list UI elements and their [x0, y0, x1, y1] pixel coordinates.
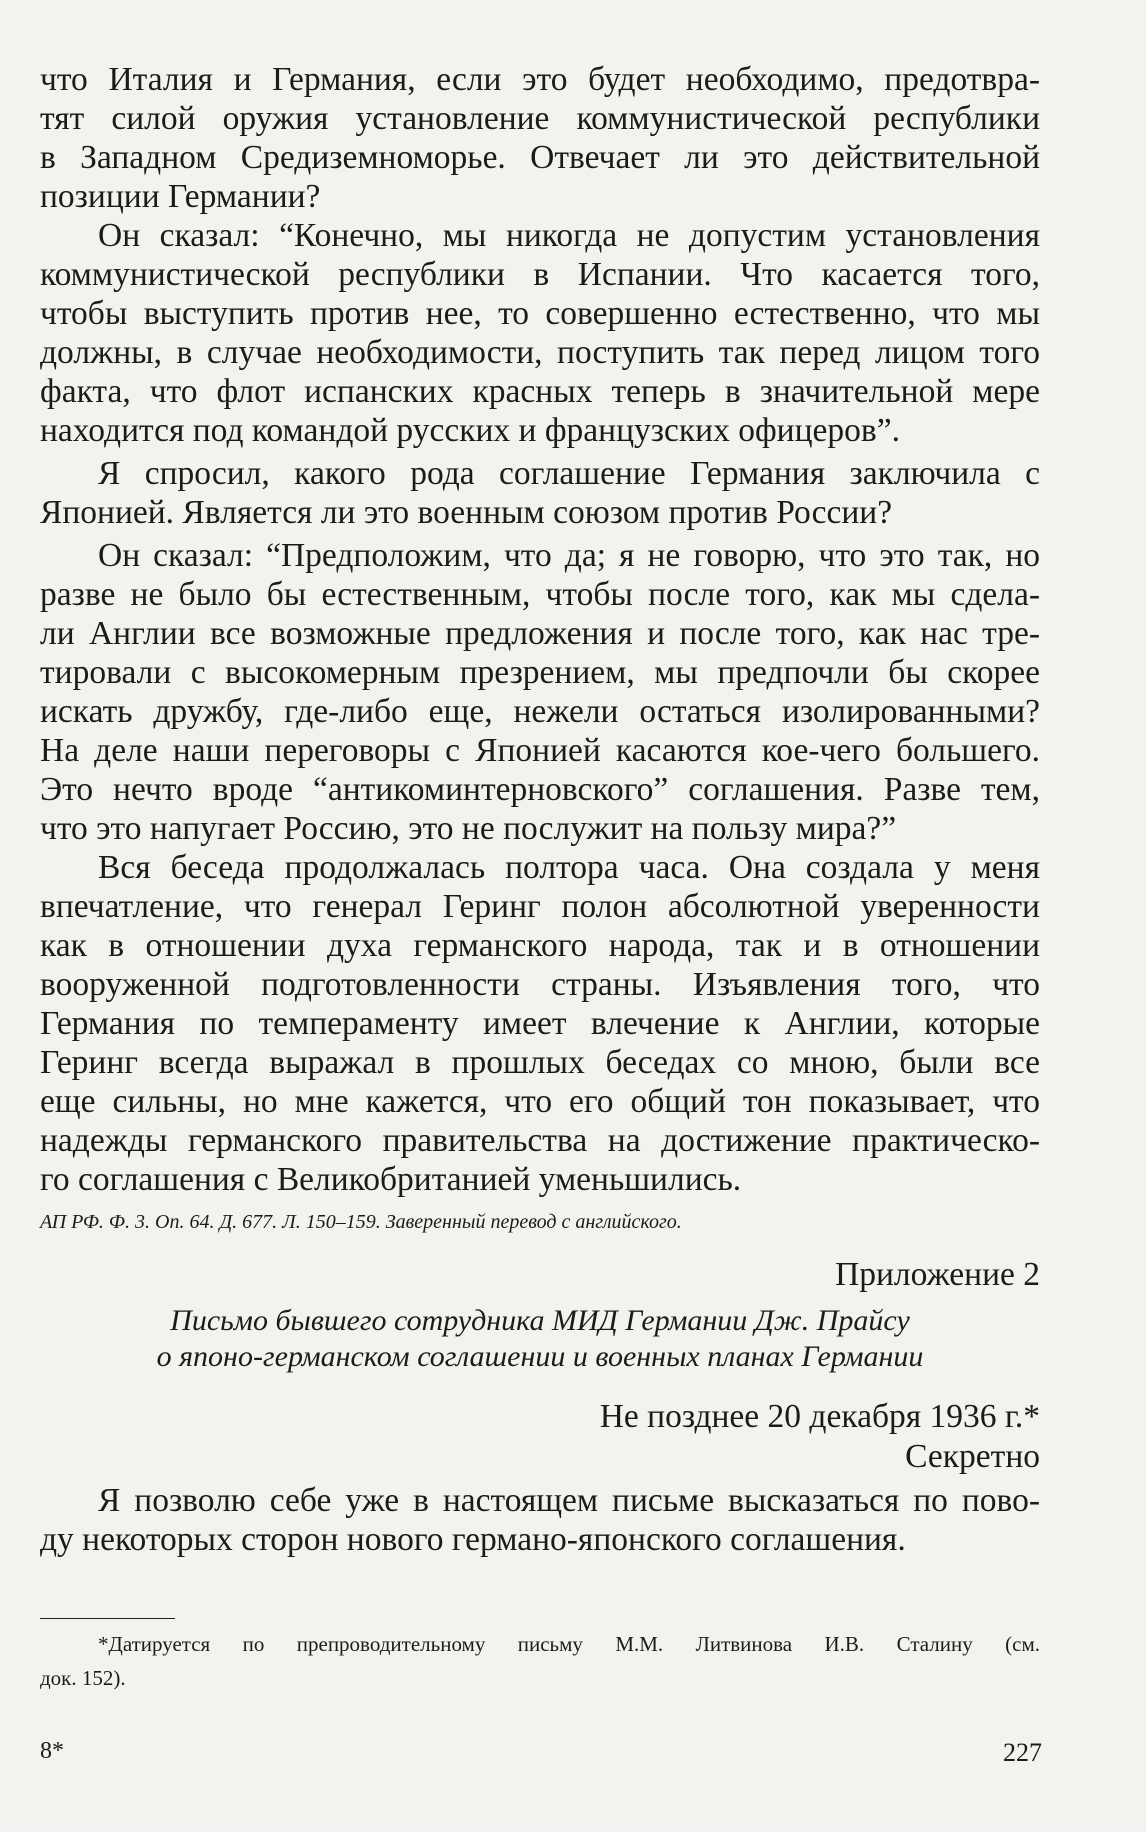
text-line: ду некоторых сторон нового германо-японского соглашения.: [40, 1521, 906, 1558]
text-line: еще сильны, но мне кажется, что его общий тон показывает, что: [40, 1083, 1040, 1120]
footnote-divider: [40, 1618, 175, 1619]
text-line: чтобы выступить против нее, то совершенно естественно, что мы: [40, 295, 1040, 332]
page-number: 227: [1003, 1738, 1042, 1767]
letter-title-line: Письмо бывшего сотрудника МИД Германии Дж. Прайсу: [170, 1304, 910, 1337]
date-line: Не позднее 20 декабря 1936 г.*: [599, 1398, 1040, 1435]
paragraph-5: [40, 848, 1040, 1199]
text-line: Вся беседа продолжалась полтора часа. Она создала у меня: [98, 849, 1040, 886]
main-text: [40, 60, 1040, 1559]
text-line: в Западном Средиземноморье. Отвечает ли это действительной: [40, 139, 1040, 176]
secrecy-mark: Секретно: [905, 1438, 1040, 1475]
text-line: разве не было бы естественным, чтобы после того, как мы сдела-: [40, 576, 1040, 613]
text-line: тировали с высокомерным презрением, мы предпочли бы скорее: [40, 654, 1040, 691]
text-line: находится под командой русских и французских офицеров”.: [40, 412, 900, 449]
text-line: ли Англии все возможные предложения и после того, как нас тре-: [40, 615, 1040, 652]
text-line: надежды германского правительства на достижение практическо-: [40, 1122, 1040, 1159]
text-line: Германия по темпераменту имеет влечение к Англии, которые: [40, 1005, 1040, 1042]
text-line: Он сказал: “Конечно, мы никогда не допустим установления: [98, 217, 1040, 254]
text-line: должны, в случае необходимости, поступить так перед лицом того: [40, 334, 1040, 371]
letter-title: [40, 1303, 1040, 1375]
text-line: факта, что флот испанских красных теперь в значительной мере: [40, 373, 1040, 410]
signature-mark: 8*: [40, 1738, 64, 1764]
footnote: [40, 1627, 1040, 1695]
text-line: что Италия и Германия, если это будет необходимо, предотвра-: [40, 61, 1040, 98]
letter-title-line: о японо-германском соглашении и военных планах Германии: [156, 1340, 924, 1373]
text-line: Он сказал: “Предположим, что да; я не говорю, что это так, но: [98, 537, 1040, 574]
text-line: коммунистической республики в Испании. Что касается того,: [40, 256, 1040, 293]
paragraph-1: [40, 60, 1040, 216]
text-line: Японией. Является ли это военным союзом против России?: [40, 494, 893, 531]
text-line: как в отношении духа германского народа, так и в отношении: [40, 927, 1040, 964]
text-line: го соглашения с Великобританией уменьшились.: [40, 1161, 742, 1198]
paragraph-6: [40, 1481, 1040, 1559]
text-line: На деле наши переговоры с Японией касаются кое-чего большего.: [40, 732, 1040, 769]
text-line: Геринг всегда выражал в прошлых беседах со мною, были все: [40, 1044, 1040, 1081]
text-line: Это нечто вроде “антикоминтерновского” соглашения. Разве тем,: [40, 771, 1040, 808]
text-line: что это напугает Россию, это не послужит на пользу мира?”: [40, 810, 897, 847]
text-line: позиции Германии?: [40, 178, 321, 215]
paragraph-3: [40, 454, 1040, 532]
text-line: Я позволю себе уже в настоящем письме высказаться по пово-: [98, 1482, 1040, 1519]
paragraph-2: [40, 216, 1040, 450]
text-line: тят силой оружия установление коммунистической республики: [40, 100, 1040, 137]
text-line: искать дружбу, где-либо еще, нежели остаться изолированными?: [40, 693, 1040, 730]
footnote-line: *Датируется по препроводительному письму М.М. Литвинова И.В. Сталину (см.: [98, 1632, 1040, 1656]
text-line: Я спросил, какого рода соглашение Германия заключила с: [98, 455, 1040, 492]
footnote-line: док. 152).: [40, 1666, 126, 1690]
appendix-label: Приложение 2: [835, 1256, 1040, 1293]
text-line: впечатление, что генерал Геринг полон абсолютной уверенности: [40, 888, 1040, 925]
text-line: вооруженной подготовленности страны. Изъявления того, что: [40, 966, 1040, 1003]
paragraph-4: [40, 536, 1040, 848]
archive-source-reference: АП РФ. Ф. 3. Оп. 64. Д. 677. Л. 150–159. Заверенный перевод с английского.: [40, 1211, 682, 1233]
